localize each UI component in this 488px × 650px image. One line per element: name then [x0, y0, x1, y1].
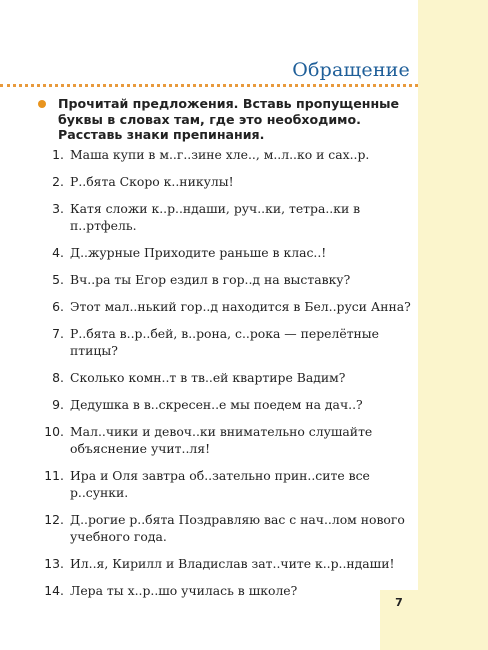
sentence-item — [42, 423, 412, 457]
sentence-item — [42, 325, 412, 359]
sentence-text: Маша купи в м..г..зине хле.., м..л..ко и сах..р. — [70, 147, 370, 162]
sentence-number: 7. — [52, 326, 64, 341]
sentence-item — [42, 200, 412, 234]
task-instruction: Прочитай предложения. Вставь пропущенные буквы в словах там, где это необходимо. Расставь знаки препинания. — [58, 96, 400, 142]
sentence-number: 1. — [52, 147, 64, 162]
sentence-item — [42, 555, 412, 572]
sentence-list — [42, 146, 412, 609]
sentence-number: 8. — [52, 370, 64, 385]
sentence-text: Этот мал..нький гор..д находится в Бел..руси Анна? — [70, 299, 411, 314]
sentence-text: Катя сложи к..р..ндаши, руч..ки, тетра..ки в п..ртфель. — [70, 201, 361, 233]
sentence-text: Р..бята Скоро к..никулы! — [70, 174, 234, 189]
sentence-text: Вч..ра ты Егор ездил в гор..д на выставку? — [70, 272, 351, 287]
sentence-number: 4. — [52, 245, 64, 260]
sentence-number: 3. — [52, 201, 64, 216]
sentence-number: 11. — [44, 468, 64, 483]
sentence-text: Д..рогие р..бята Поздравляю вас с нач..лом нового учебного года. — [70, 512, 405, 544]
sentence-text: Д..журные Приходите раньше в клас..! — [70, 245, 327, 260]
page-number: 7 — [395, 596, 403, 609]
sentence-number: 10. — [44, 424, 64, 439]
sentence-number: 13. — [44, 556, 64, 571]
side-margin-strip — [418, 0, 488, 650]
bullet-icon — [38, 100, 46, 108]
sentence-text: Дедушка в в..скресен..е мы поедем на дач..? — [70, 397, 363, 412]
sentence-text: Мал..чики и девоч..ки внимательно слушайте объяснение учит..ля! — [70, 424, 373, 456]
sentence-number: 14. — [44, 583, 64, 598]
task-block — [38, 96, 413, 143]
sentence-number: 2. — [52, 174, 64, 189]
sentence-number: 12. — [44, 512, 64, 527]
sentence-item — [42, 298, 412, 315]
sentence-item — [42, 244, 412, 261]
sentence-number: 9. — [52, 397, 64, 412]
page-title: Обращение — [292, 59, 410, 81]
sentence-item — [42, 369, 412, 386]
sentence-item — [42, 271, 412, 288]
sentence-item — [42, 173, 412, 190]
sentence-text: Р..бята в..р..бей, в..рона, с..рока — перелётные птицы? — [70, 326, 380, 358]
sentence-text: Лера ты х..р..шо училась в школе? — [70, 583, 298, 598]
sentence-text: Сколько комн..т в тв..ей квартире Вадим? — [70, 370, 346, 385]
dotted-divider — [0, 84, 418, 87]
sentence-item — [42, 467, 412, 501]
sentence-item — [42, 511, 412, 545]
sentence-item — [42, 146, 412, 163]
sentence-text: Ил..я, Кирилл и Владислав зат..чите к..р..ндаши! — [70, 556, 395, 571]
sentence-number: 6. — [52, 299, 64, 314]
sentence-item — [42, 582, 412, 599]
sentence-number: 5. — [52, 272, 64, 287]
sentence-item — [42, 396, 412, 413]
sentence-text: Ира и Оля завтра об..зательно прин..сите все р..сунки. — [70, 468, 370, 500]
